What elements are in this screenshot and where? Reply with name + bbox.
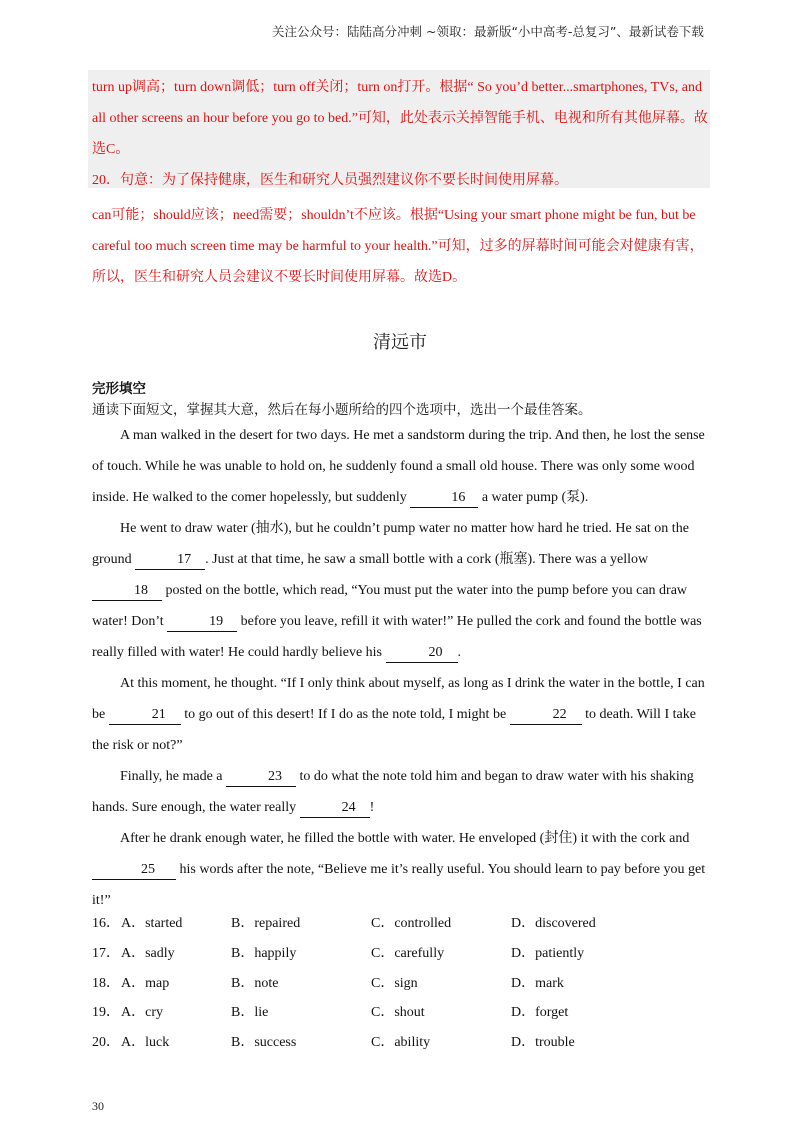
options-list <box>92 912 712 1061</box>
question-number: 19． <box>92 1005 120 1021</box>
passage-paragraph: At this moment, he thought. “If I only think about myself, as long as I drink the water in the bottle, I can be 21 to go out of this desert! If I do as the note told, I might be 22 to death. Will I take the risk or not?” <box>92 676 705 753</box>
blank-21: 21 <box>109 706 181 725</box>
q19-explanation: turn up调高；turn down调低；turn off关闭；turn on打开。根据“ So you’d better...smartphones, TVs, and all other screens an hour before you go to bed.”可知，此处表示关掉智能手机、电视和所有其他屏幕。故选C。 <box>92 80 708 157</box>
option-row <box>92 1031 712 1061</box>
option-d: D．mark <box>511 975 564 991</box>
option-a: A．sadly <box>121 945 175 961</box>
option-b: B．happily <box>231 945 297 961</box>
city-heading: 清远市 <box>373 332 427 353</box>
passage-paragraph: Finally, he made a 23 to do what the note told him and began to draw water with his shaking hands. Sure enough, the water really 24 ! <box>92 761 714 823</box>
option-a: A．cry <box>121 1005 163 1021</box>
option-row <box>92 912 712 942</box>
blank-24: 24 <box>300 799 370 818</box>
option-c: C．ability <box>371 1035 431 1051</box>
cloze-passage <box>92 420 714 916</box>
q20-meaning: 20．句意：为了保持健康，医生和研究人员强烈建议你不要长时间使用屏幕。 <box>92 173 568 188</box>
option-b: B．success <box>231 1035 297 1051</box>
blank-23: 23 <box>226 768 296 787</box>
page-number: 30 <box>92 1099 104 1113</box>
question-number: 16． <box>92 916 120 931</box>
option-row <box>92 942 712 972</box>
blank-25: 25 <box>92 861 176 880</box>
section-title: 完形填空 <box>92 381 146 397</box>
option-c: C．carefully <box>371 945 445 961</box>
option-d: D．forget <box>511 1005 569 1021</box>
option-b: B．lie <box>231 1005 269 1021</box>
option-c: C．sign <box>371 975 418 991</box>
passage-paragraph: After he drank enough water, he filled the bottle with water. He enveloped (封住) it with the cork and 25 his words after the note, “Believe me it’s really useful. You should learn to pay before you get it!” <box>92 831 706 908</box>
option-c: C．controlled <box>371 916 452 931</box>
blank-17: 17 <box>135 551 205 570</box>
option-a: A．map <box>121 975 170 991</box>
option-b: B．repaired <box>231 916 301 931</box>
blank-19: 19 <box>167 613 237 632</box>
blank-20: 20 <box>386 644 458 663</box>
answer-explanation-20 <box>92 200 714 293</box>
question-number: 20． <box>92 1035 120 1051</box>
option-row <box>92 1001 712 1031</box>
question-number: 17． <box>92 945 120 961</box>
answer-explanation-19 <box>92 72 714 196</box>
header-text: 关注公众号：陆陆高分冲刺 ~领取：最新版“小中高考-总复习”、最新试卷下载 <box>272 24 704 39</box>
q20-explanation: can可能；should应该；need需要；shouldn’t不应该。根据“Using your smart phone might be fun, but be careful too much screen time may be harmful to your health.”可知，过多的屏幕时间可能会对健康有害，所以，医生和研究人员会建议不要长时间使用屏幕。故选D。 <box>92 208 704 285</box>
option-c: C．shout <box>371 1005 425 1021</box>
section-instruction: 通读下面短文，掌握其大意，然后在每小题所给的四个选项中，选出一个最佳答案。 <box>92 402 592 418</box>
option-d: D．discovered <box>511 916 596 931</box>
option-d: D．patiently <box>511 945 585 961</box>
option-a: A．luck <box>121 1035 170 1051</box>
blank-16: 16 <box>410 489 478 508</box>
option-d: D．trouble <box>511 1035 575 1051</box>
passage-paragraph: He went to draw water (抽水), but he couldn’t pump water no matter how hard he tried. He sat on the ground 17 . Just at that time, he saw a small bottle with a cork (瓶塞). There was a yellow 18 posted on the bottle, which read, “You must put the water into the pump before you can draw water! Don’t 19 before you leave, refill it with water!” He pulled the cork and found the bottle was really filled with water! He could hardly believe his 20 . <box>92 513 714 668</box>
passage-paragraph: A man walked in the desert for two days. He met a sandstorm during the trip. And then, he lost the sense of touch. While he was unable to hold on, he suddenly found a small old house. There was only some wood inside. He walked to the comer hopelessly, but suddenly 16 a water pump (泵). <box>92 420 714 513</box>
option-b: B．note <box>231 975 279 991</box>
blank-18: 18 <box>92 582 162 601</box>
option-a: A．started <box>121 916 183 931</box>
blank-22: 22 <box>510 706 582 725</box>
option-row <box>92 972 712 1002</box>
question-number: 18． <box>92 975 120 991</box>
